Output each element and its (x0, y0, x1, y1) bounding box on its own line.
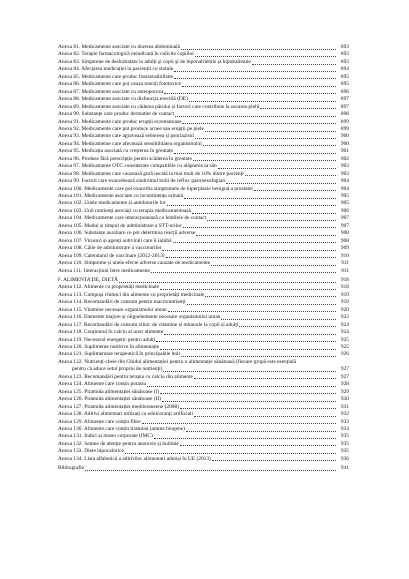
dot-leader (181, 351, 336, 357)
toc-entry-label: Anexa 125. Piramida alimentației sănătoase (I) (58, 388, 160, 395)
toc-entry-page: 919 (340, 299, 349, 306)
toc-entry[interactable] (58, 307, 349, 314)
toc-entry[interactable] (58, 126, 349, 133)
toc-entry-page: 899 (340, 125, 349, 132)
toc-entry[interactable] (58, 322, 349, 329)
toc-entry-page: 908 (340, 230, 349, 237)
toc-entry[interactable] (58, 59, 349, 66)
toc-entry[interactable] (58, 111, 349, 118)
toc-entry-page: 902 (340, 155, 349, 162)
toc-entry-continuation[interactable] (72, 366, 349, 373)
toc-entry-label: Anexa 99. Factori care exacerbează sindromul bolii de reflux gastroesofagian (58, 178, 226, 185)
toc-entry-page: 918 (340, 276, 349, 283)
toc-entry[interactable] (58, 96, 349, 103)
dot-leader (260, 103, 336, 109)
toc-entry-label: Anexa 96. Produse fără prescripție pentru scăderea în greutate (58, 155, 192, 162)
toc-entry-label: Anexa 88. Medicamente asociate cu disfuncția erectilă (DE) (58, 96, 188, 103)
toc-entry-label: Anexa 82. Terapie farmacologică neindicată în colicile copiilor (58, 51, 195, 58)
toc-entry-page: 941 (340, 465, 349, 472)
toc-entry[interactable] (58, 66, 349, 73)
toc-entry-page: 927 (340, 373, 349, 380)
toc-entry-page: 928 (340, 381, 349, 388)
toc-entry[interactable] (58, 299, 349, 306)
dot-leader (180, 440, 336, 446)
toc-entry-label: Anexa 108. Căile de administrare a vaccinurilor (58, 245, 162, 252)
toc-entry[interactable] (58, 448, 349, 455)
toc-entry-page: 895 (340, 73, 349, 80)
dot-leader (166, 252, 336, 258)
dot-leader (147, 381, 336, 387)
toc-entry-page: 903 (340, 163, 349, 170)
toc-entry[interactable] (58, 74, 349, 81)
dot-leader (194, 411, 336, 417)
dot-leader (183, 222, 336, 228)
toc-entry-label: Anexa 111. Interacțiuni între medicamente (58, 267, 150, 274)
toc-entry-page: 932 (340, 411, 349, 418)
toc-entry[interactable] (58, 104, 349, 111)
dot-leader (181, 44, 336, 50)
toc-entry-label: Anexa 100. Medicamente care pot exacerba simptomele de hiperplazie benignă a prostatei (58, 185, 253, 192)
toc-entry-label: Anexa 110. Simptome și unele efecte adverse cauzate de medicamente (58, 260, 211, 267)
toc-entry-page: 906 (340, 207, 349, 214)
dot-leader (205, 126, 336, 132)
toc-entry[interactable] (58, 230, 349, 237)
dot-leader (175, 111, 336, 117)
toc-entry-page: 897 (340, 103, 349, 110)
toc-entry[interactable] (58, 89, 349, 96)
toc-entry[interactable] (58, 351, 349, 358)
toc-entry-label: Anexa 94. Medicamente care afectează sensibilitatea organismului (58, 140, 202, 147)
toc-entry-page: 905 (340, 200, 349, 207)
dot-leader (218, 163, 336, 169)
toc-entry[interactable] (58, 411, 349, 418)
toc-entry-page: 925 (340, 336, 349, 343)
toc-entry-page: 924 (340, 321, 349, 328)
toc-entry-label: Anexa 98. Medicamente care cauzează gură uscată la mai mult de 10% dintre pacienți (58, 170, 244, 177)
toc-entry[interactable] (58, 186, 349, 193)
toc-entry-page: 896 (340, 88, 349, 95)
dot-leader (254, 185, 336, 191)
toc-entry-label: Anexa 101. Medicamente asociate cu incontinența urinară (58, 193, 184, 199)
dot-leader (160, 284, 336, 290)
toc-entry-label: Anexa 126. Piramida alimentației sănătoase (II) (58, 396, 161, 403)
toc-entry[interactable] (58, 396, 349, 403)
dot-leader (168, 306, 336, 312)
toc-entry-label: Anexa 102. Unele medicamente și antidoturile lor (58, 200, 166, 207)
toc-entry-page: 922 (340, 314, 349, 321)
toc-entry-page: 895 (340, 81, 349, 88)
dot-leader (160, 344, 336, 350)
toc-entry-page: 911 (341, 260, 349, 267)
toc-entry-page: 926 (340, 351, 349, 358)
dot-leader (195, 133, 336, 139)
toc-entry[interactable] (58, 141, 349, 148)
toc-entry[interactable] (58, 163, 349, 170)
toc-entry[interactable] (58, 245, 349, 252)
toc-entry-label: Anexa 123. Recomandări pentru terapia cu calciu din alimente (58, 373, 193, 380)
dot-leader (226, 178, 336, 184)
toc-entry[interactable] (58, 344, 349, 351)
bibliography-entry[interactable] (58, 465, 349, 472)
dot-leader (205, 291, 336, 297)
toc-entry-page: 901 (340, 148, 349, 155)
dot-leader (239, 321, 336, 327)
toc-entry[interactable] (58, 148, 349, 155)
toc-entry-page: 909 (340, 245, 349, 252)
toc-entry[interactable] (58, 268, 349, 275)
toc-entry[interactable] (58, 238, 349, 245)
toc-entry-page: 900 (340, 140, 349, 147)
toc-entry-label: Anexa 107. Virusuri și agenți antivirali care îi inhibă (58, 237, 172, 244)
toc-entry-label: Anexa 118. Conținutul în calciu al unor alimente (58, 329, 164, 336)
dot-leader (207, 215, 336, 221)
dot-leader (186, 426, 336, 432)
toc-entry[interactable] (58, 404, 349, 411)
dot-leader (174, 73, 336, 79)
dot-leader (180, 403, 336, 409)
toc-entry-label: Anexa 103. Unii nutrienți asociați cu terapia medicamentoasă (58, 207, 191, 214)
toc-entry-label: Anexa 104. Medicamente care interacționează cu lentilele de contact (58, 215, 207, 222)
dot-leader (151, 267, 336, 273)
dot-leader (192, 208, 336, 214)
dot-leader (160, 388, 336, 394)
dot-leader (173, 237, 337, 243)
dot-leader (212, 455, 336, 461)
dot-leader (203, 140, 336, 146)
dot-leader (182, 118, 336, 124)
toc-entry-label: Anexa 128. Aditivi alimentari utilizați ca edulcoranți artificiali (58, 411, 194, 418)
dot-leader (164, 329, 336, 335)
toc-entry-label: Anexa 124. Alimente care conțin potasiu (58, 381, 147, 388)
toc-entry-page: 894 (340, 66, 349, 73)
dot-leader (154, 433, 336, 439)
dot-leader (196, 230, 336, 236)
toc-entry-page: 905 (340, 193, 349, 199)
toc-entry-label: Anexa 90. Substanțe care produc dermatite de contact (58, 111, 175, 118)
toc-entry-page: 899 (340, 118, 349, 125)
toc-entry-page: 911 (341, 267, 349, 274)
dot-leader (164, 88, 336, 94)
toc-entry-label: Anexa 95. Medicația asociată cu creșterea în greutate (58, 148, 173, 155)
toc-entry-label: Anexa 112. Alimente cu proprietăți medicinale (58, 284, 159, 291)
toc-entry-page: 897 (340, 96, 349, 103)
dot-leader (156, 336, 336, 342)
dot-leader (252, 59, 336, 65)
toc-entry-label: Bibliografie (58, 465, 85, 472)
toc-entry-multiline[interactable] (58, 359, 349, 366)
toc-entry-label: Anexa 120. Suplimente nutritive în alimentație (58, 344, 160, 350)
toc-entry-page: 931 (340, 403, 349, 410)
toc-entry-label: Anexa 109. Calendarul de vaccinare (2012-2013) (58, 252, 165, 259)
dot-leader (174, 148, 336, 154)
toc-entry-label: Anexa 130. Alimente care conțin tiramină (amine biogene) (58, 425, 185, 432)
toc-entry[interactable] (58, 208, 349, 215)
toc-entry[interactable] (58, 193, 349, 200)
toc-entry-label: Anexa 106. Substanțe auxiliare ce pot determina reacții adverse (58, 230, 196, 237)
toc-entry-label: Anexa 81. Medicamente asociate cu durerea abdominală (58, 44, 180, 50)
toc-entry-page: 904 (340, 185, 349, 192)
toc-entry-page: 893 (340, 51, 349, 58)
toc-entry-page: 908 (340, 237, 349, 244)
toc-entry[interactable] (58, 178, 349, 185)
toc-entry-label: Anexa 129. Alimente care conțin fibre (58, 418, 141, 425)
dot-leader (184, 193, 336, 199)
dot-leader (194, 373, 336, 379)
dot-leader (245, 170, 336, 176)
toc-entry[interactable] (58, 215, 349, 222)
toc-entry-page: 925 (340, 344, 349, 350)
toc-entry-label: Anexa 116. Elemente majore și oligoelemente necesare organismului uman (58, 314, 221, 321)
toc-entry[interactable] (58, 133, 349, 140)
dot-leader (125, 448, 336, 454)
toc-entry-page: 933 (340, 418, 349, 425)
toc-entry[interactable] (58, 329, 349, 336)
toc-entry-page: 910 (340, 252, 349, 259)
toc-entry-label: Anexa 113. Compuși chimici din alimente cu proprietăți medicinale (58, 291, 205, 298)
dot-leader (85, 465, 336, 471)
toc-entry[interactable] (58, 119, 349, 126)
toc-entry-label: Anexa 114. Recomandări de consum pentru macronutrienți (58, 299, 186, 306)
toc-entry-page: 907 (340, 222, 349, 229)
toc-entry-page: 904 (340, 178, 349, 185)
dot-leader (163, 366, 336, 372)
toc-entry[interactable] (58, 456, 349, 463)
toc-entry-page: 907 (340, 215, 349, 222)
dot-leader (142, 418, 336, 424)
section-heading[interactable] (58, 277, 349, 284)
toc-entry-page: 935 (340, 448, 349, 455)
toc-entry[interactable] (58, 337, 349, 344)
toc-entry-label: F. ALIMENTAȚIE, DIETĂ (58, 276, 118, 283)
dot-leader (189, 96, 336, 102)
toc-entry[interactable] (58, 389, 349, 396)
toc-entry-label: Anexa 121. Suplimentare terapeutică în principalele boli (58, 351, 180, 358)
toc-entry-label: Anexa 85. Medicamente care produc fotosensibilitate (58, 73, 174, 80)
toc-entry[interactable] (58, 441, 349, 448)
toc-entry[interactable] (58, 292, 349, 299)
toc-entry[interactable] (58, 419, 349, 426)
toc-entry[interactable] (58, 374, 349, 381)
toc-entry[interactable] (58, 171, 349, 178)
toc-entry[interactable] (58, 284, 349, 291)
dot-leader (187, 299, 337, 305)
toc-entry[interactable] (58, 156, 349, 163)
toc-entry-page: 929 (340, 388, 349, 395)
toc-entry-page: 919 (340, 291, 349, 298)
toc-entry[interactable] (58, 81, 349, 88)
toc-entry-page: 927 (340, 366, 349, 373)
toc-entry-label: Anexa 117. Recomandări de consum zilnic de vitamine și minerale la copii și adulți (58, 321, 239, 328)
toc-entry-label: Anexa 86. Medicamente care pot cauza reacții fototoxice (58, 81, 182, 88)
dot-leader (221, 314, 336, 320)
toc-entry-page: 893 (340, 58, 349, 65)
toc-entry-label: Anexa 92. Medicamente care pot produce acnee sau erupții pe piele (58, 125, 204, 132)
toc-entry-label: Anexa 134. Lista alfabetică a aditivilor alimentari admiși în UE (2013) (58, 455, 211, 462)
toc-entry-page: 893 (340, 44, 349, 50)
toc-entry-label: Anexa 91. Medicamente care produc erupții eczematoase (58, 118, 182, 125)
toc-entry-label: Anexa 127. Piramida alimentației mediteraneene (2008) (58, 403, 179, 410)
toc-entry-label: Anexa 93. Medicamente care agravează seboreea și psoriazisul (58, 133, 194, 140)
toc-entry-page: 900 (340, 133, 349, 140)
dot-leader (162, 245, 336, 251)
toc-entry-label: pentru că aduce setul propriu de nutrienți) (72, 366, 163, 373)
toc-entry-page: 934 (340, 425, 349, 432)
dot-leader (195, 51, 336, 57)
dot-leader (193, 155, 336, 161)
toc-entry[interactable] (58, 51, 349, 58)
toc-entry-page: 930 (340, 396, 349, 403)
toc-entry[interactable] (58, 253, 349, 260)
toc-entry-page: 903 (340, 170, 349, 177)
toc-entry[interactable] (58, 381, 349, 388)
toc-entry-page: 918 (340, 284, 349, 291)
toc-entry-label: Anexa 119. Necesarul energetic pentru adulți (58, 336, 156, 343)
toc-entry-page: 920 (340, 306, 349, 313)
toc-entry[interactable] (58, 223, 349, 230)
dot-leader (162, 396, 336, 402)
toc-entry[interactable] (58, 433, 349, 440)
toc-entry-label: Anexa 131. Indici ai masei corporale (IMC) (58, 433, 153, 440)
toc-entry-page: 936 (340, 455, 349, 462)
toc-entry-page: 935 (340, 433, 349, 440)
toc-entry-label: Anexa 133. Diete hipocalorice (58, 448, 124, 455)
toc-entry-label: Anexa 89. Medicamente asociate cu căderea părului și factori care contribuie la uscarea pielii (58, 103, 260, 110)
toc-entry[interactable] (58, 426, 349, 433)
dot-leader (119, 277, 336, 283)
dot-leader (167, 200, 336, 206)
toc-entry-label: Anexa 115. Vitamine necesare organismului uman (58, 306, 167, 313)
toc-entry-page: 935 (340, 440, 349, 447)
toc-entry-page: 924 (340, 329, 349, 336)
dot-leader (174, 66, 336, 72)
toc-entry[interactable] (58, 314, 349, 321)
toc-entry[interactable] (58, 260, 349, 267)
toc-entry[interactable] (58, 200, 349, 207)
toc-entry-label: Anexa 132. Semne de atenție pentru anorexie și bulimie (58, 440, 179, 447)
toc-entry-label: Anexa 84. Afecțarea medicației la pacienții cu stomie (58, 66, 174, 73)
toc-entry-page: 898 (340, 111, 349, 118)
toc-entry-label: Anexa 122. Nutrienți-cheie din Ghidul alimentației pentru o alimentație sănătoasă (fiecare grupă este esențială (58, 358, 296, 365)
dot-leader (211, 260, 336, 266)
toc-entry-label: Anexa 83. Simptome de deshidratare la adulți și copii și de hiponatriemie și hipokaliemie (58, 58, 251, 65)
toc-entry[interactable] (58, 44, 349, 51)
dot-leader (182, 81, 336, 87)
toc-entry-label: Anexa 97. Medicamente OTC considerate compatibile cu alăptarea la sân (58, 163, 217, 170)
toc-entry-label: Anexa 105. Modul și timpul de administrare a STT-urilor (58, 222, 182, 229)
toc-entry-label: Anexa 87. Medicamente asociate cu osteoporoza (58, 88, 164, 95)
